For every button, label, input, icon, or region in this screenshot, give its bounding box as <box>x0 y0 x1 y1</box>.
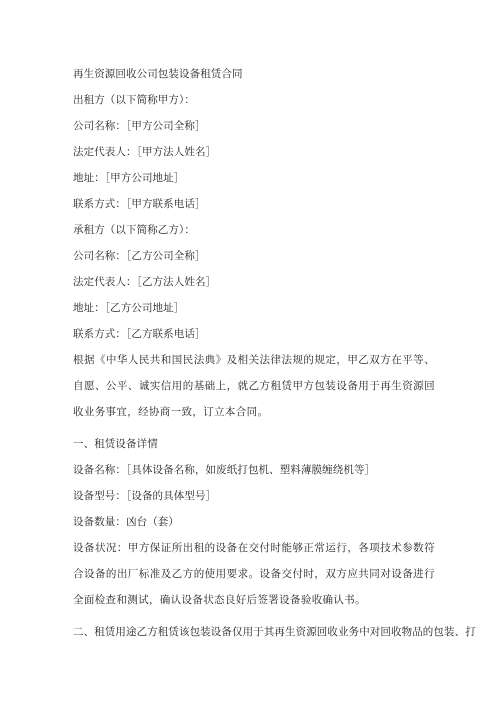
lessee-heading: 承租方（以下简称乙方）： <box>73 224 195 236</box>
equipment-model: 设备型号：［设备的具体型号］ <box>73 490 217 502</box>
lessor-company: 公司名称：［甲方公司全称］ <box>73 120 206 132</box>
lessor-address: 地址：［甲方公司地址］ <box>73 172 185 184</box>
preamble-paragraph: 根据《中华人民共和国民法典》及相关法律法规的规定，甲乙双方在平等、自愿、公平、诚实信用的基础上，就乙方租赁甲方包装设备用于再生资源回收业务事宜，经协商一致，订立本合同。 <box>73 354 435 418</box>
document-title: 再生资源回收公司包装设备租赁合同 <box>73 68 243 80</box>
lessor-contact: 联系方式：［甲方联系电话］ <box>73 198 206 210</box>
equipment-quantity: 设备数量：凶台（套） <box>73 516 179 528</box>
lessor-representative: 法定代表人：［甲方法人姓名］ <box>73 146 217 158</box>
equipment-name: 设备名称：［具体设备名称，如废纸打包机、塑料薄膜缠绕机等］ <box>73 464 376 476</box>
lessee-address: 地址：［乙方公司地址］ <box>73 302 185 314</box>
lessee-contact: 联系方式：［乙方联系电话］ <box>73 328 206 340</box>
equipment-condition-paragraph: 设备状况：甲方保证所出租的设备在交付时能够正常运行，各项技术参数符合设备的出厂标准及乙方的使用要求。设备交付时，双方应共同对设备进行全面检查和测试，确认设备状态良好后签署设备验收确认书。 <box>73 542 435 606</box>
lessee-representative: 法定代表人：［乙方法人姓名］ <box>73 276 217 288</box>
section-1-heading: 一、租赁设备详情 <box>73 438 158 450</box>
section-2-text: 二、租赁用途乙方租赁该包装设备仅用于其再生资源回收业务中对回收物品的包装、打 <box>73 626 476 638</box>
lessee-company: 公司名称：［乙方公司全称］ <box>73 250 206 262</box>
lessor-heading: 出租方（以下简称甲方）： <box>73 94 195 106</box>
